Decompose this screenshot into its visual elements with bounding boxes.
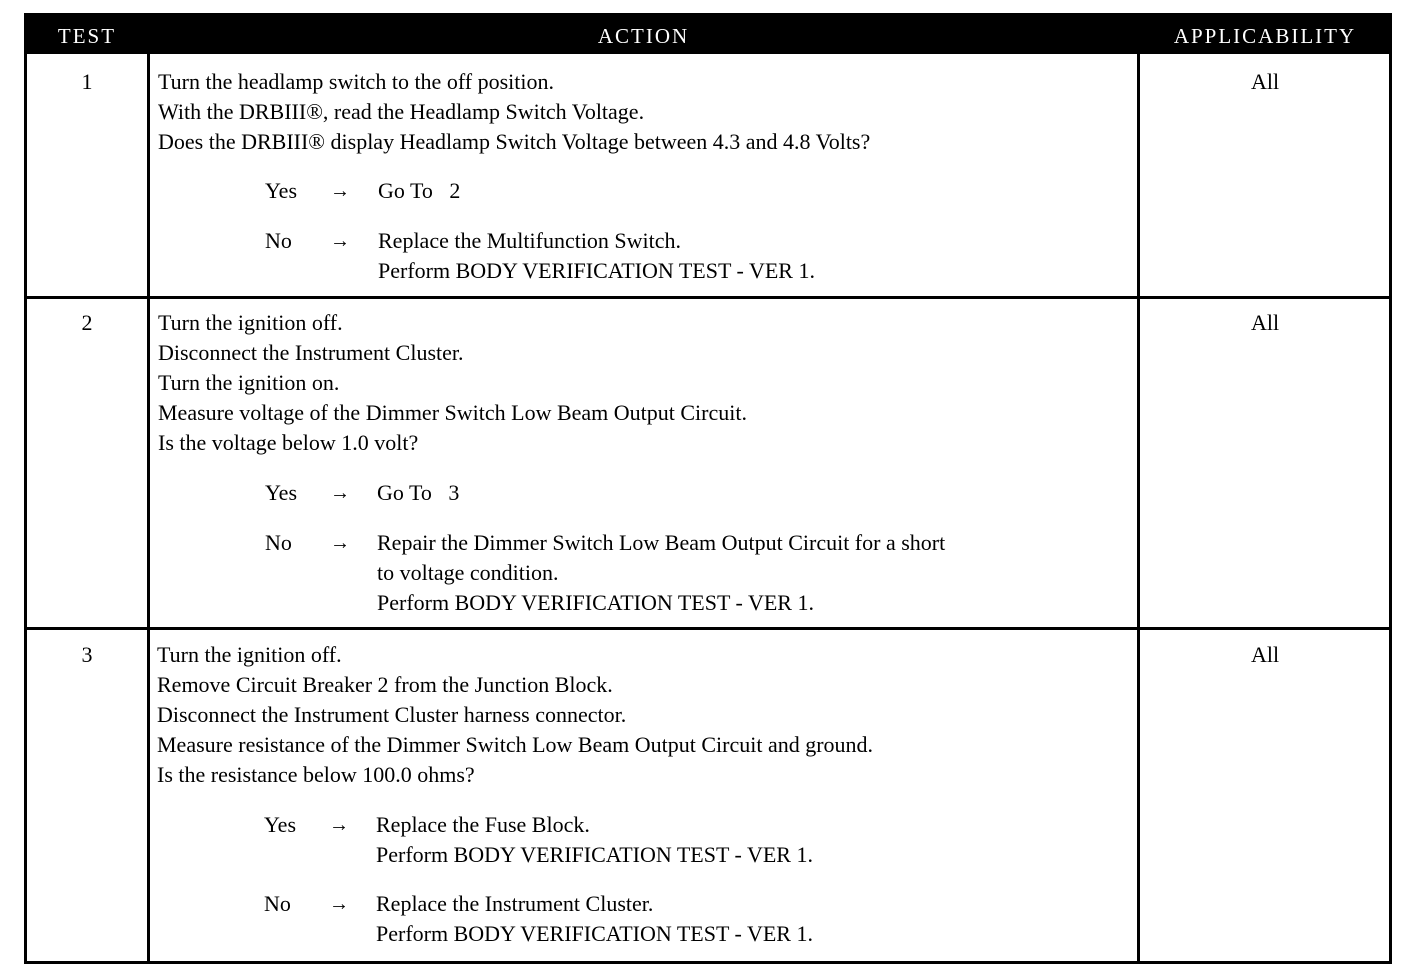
header-action: ACTION (597, 24, 690, 48)
applicability-value: All (1250, 642, 1280, 667)
arrow-right-icon: → (330, 180, 350, 202)
test-number: 2 (81, 310, 93, 335)
header-test: TEST (57, 24, 117, 48)
yes-label: Yes (265, 178, 298, 203)
yes-action: Go To 2 (378, 178, 461, 203)
no-action: Perform BODY VERIFICATION TEST - VER 1. (376, 921, 813, 946)
step-text: Is the resistance below 100.0 ohms? (157, 762, 475, 787)
header-applicability: APPLICABILITY (1173, 24, 1357, 48)
table-header (27, 16, 1389, 54)
column-divider (147, 54, 150, 964)
step-text: Disconnect the Instrument Cluster harness connector. (157, 702, 627, 727)
no-action: Repair the Dimmer Switch Low Beam Output Circuit for a short (377, 530, 946, 555)
step-text: Turn the ignition off. (158, 310, 343, 335)
no-label: No (265, 228, 292, 253)
yes-label: Yes (265, 480, 298, 505)
step-text: Is the voltage below 1.0 volt? (158, 430, 419, 455)
no-action: Perform BODY VERIFICATION TEST - VER 1. (377, 590, 814, 615)
row-divider (27, 627, 1389, 630)
step-text: Measure resistance of the Dimmer Switch Low Beam Output Circuit and ground. (157, 732, 874, 757)
no-label: No (264, 891, 291, 916)
applicability-value: All (1250, 69, 1280, 94)
column-divider (1137, 54, 1140, 964)
step-text: Turn the headlamp switch to the off position. (158, 69, 554, 94)
step-text: Measure voltage of the Dimmer Switch Low Beam Output Circuit. (158, 400, 747, 425)
row-divider (27, 296, 1389, 299)
no-action: Replace the Multifunction Switch. (378, 228, 682, 253)
step-text: With the DRBIII®, read the Headlamp Switch Voltage. (158, 99, 645, 124)
yes-label: Yes (264, 812, 297, 837)
arrow-right-icon: → (330, 482, 350, 504)
step-text: Remove Circuit Breaker 2 from the Junction Block. (157, 672, 613, 697)
test-number: 3 (81, 642, 93, 667)
step-text: Turn the ignition off. (157, 642, 342, 667)
applicability-value: All (1250, 310, 1280, 335)
arrow-right-icon: → (329, 893, 349, 915)
arrow-right-icon: → (329, 814, 349, 836)
step-text: Turn the ignition on. (158, 370, 340, 395)
yes-action: Replace the Fuse Block. (376, 812, 590, 837)
yes-action: Perform BODY VERIFICATION TEST - VER 1. (376, 842, 813, 867)
no-action: Perform BODY VERIFICATION TEST - VER 1. (378, 258, 815, 283)
no-label: No (265, 530, 292, 555)
step-text: Does the DRBIII® display Headlamp Switch Voltage between 4.3 and 4.8 Volts? (158, 129, 871, 154)
arrow-right-icon: → (330, 532, 350, 554)
diagnostic-test-table (24, 13, 1392, 964)
no-action: to voltage condition. (377, 560, 559, 585)
yes-action: Go To 3 (377, 480, 460, 505)
arrow-right-icon: → (330, 230, 350, 252)
no-action: Replace the Instrument Cluster. (376, 891, 654, 916)
step-text: Disconnect the Instrument Cluster. (158, 340, 464, 365)
test-number: 1 (81, 69, 93, 94)
